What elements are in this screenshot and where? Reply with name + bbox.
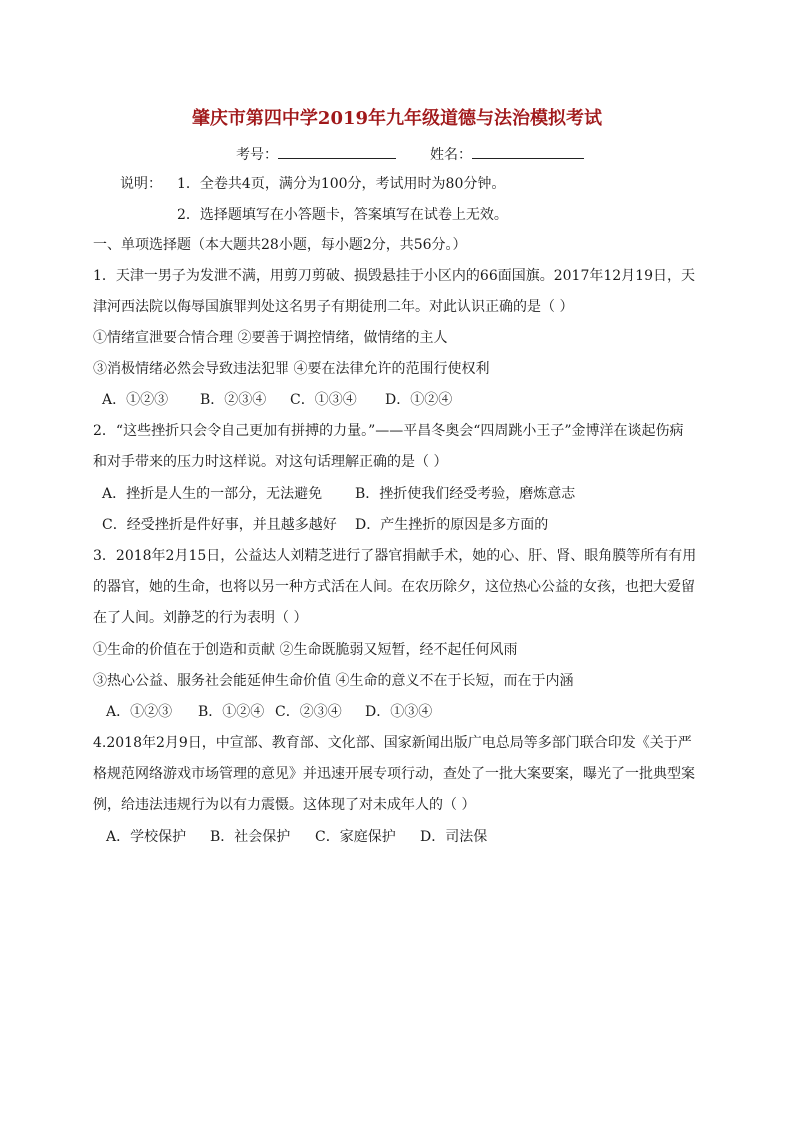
exam-number-label: 考号：	[236, 147, 278, 163]
question-4-line-3: 例，给违法违规行为以有力震慑。这体现了对未成年人的（ ）	[93, 797, 476, 813]
question-3-statement-1: ①生命的价值在于创造和贡献 ②生命既脆弱又短暂，经不起任何风雨	[93, 642, 518, 658]
student-name-label: 姓名：	[430, 147, 472, 163]
exam-number-blank[interactable]	[278, 144, 396, 159]
question-1-line-1: 1．天津一男子为发泄不满，用剪刀剪破、损毁悬挂于小区内的66面国旗。2017年12月19日，天	[93, 268, 695, 284]
question-4-line-1: 4.2018年2月9日，中宣部、教育部、文化部、国家新闻出版广电总局等多部门联合印发《关于严	[93, 735, 692, 751]
question-2-option-c[interactable]: C．经受挫折是件好事，并且越多越好	[102, 517, 337, 533]
question-3-line-2: 的器官，她的生命，也将以另一种方式活在人间。在农历除夕，这位热心公益的女孩，也把大爱留	[93, 579, 695, 595]
question-2-option-d[interactable]: D．产生挫折的原因是多方面的	[355, 517, 549, 533]
question-2-option-a[interactable]: A．挫折是人生的一部分，无法避免	[102, 486, 323, 502]
exam-title: 肇庆市第四中学2019年九年级道德与法治模拟考试	[191, 108, 603, 129]
question-1-statement-2: ③消极情绪必然会导致违法犯罪 ④要在法律允许的范围行使权利	[93, 361, 490, 377]
question-4-option-c[interactable]: C．家庭保护	[315, 829, 396, 845]
question-3-option-b[interactable]: B．①②④	[198, 704, 265, 720]
instruction-line-1: 1．全卷共4页，满分为100分，考试用时为80分钟。	[177, 176, 506, 192]
question-4-option-d[interactable]: D．司法保	[420, 829, 488, 845]
question-1-statement-1: ①情绪宣泄要合情合理 ②要善于调控情绪，做情绪的主人	[93, 330, 448, 346]
question-2-option-b[interactable]: B．挫折使我们经受考验，磨炼意志	[355, 486, 576, 502]
question-1-option-c[interactable]: C．①③④	[290, 392, 357, 408]
question-3-option-c[interactable]: C．②③④	[275, 704, 342, 720]
question-3-option-d[interactable]: D．①③④	[365, 704, 433, 720]
question-1-option-d[interactable]: D．①②④	[385, 392, 453, 408]
question-4-option-b[interactable]: B．社会保护	[210, 829, 291, 845]
question-3-statement-2: ③热心公益、服务社会能延伸生命价值 ④生命的意义不在于长短，而在于内涵	[93, 673, 574, 689]
question-1-option-a[interactable]: A．①②③	[102, 392, 169, 408]
question-4-line-2: 格规范网络游戏市场管理的意见》并迅速开展专项行动，查处了一批大案要案，曝光了一批典型案	[93, 766, 695, 782]
question-3-line-1: 3．2018年2月15日，公益达人刘精芝进行了器官捐献手术，她的心、肝、肾、眼角膜等所有有用	[93, 548, 697, 564]
section-heading: 一、单项选择题（本大题共28小题，每小题2分，共56分。）	[93, 237, 467, 253]
question-4-option-a[interactable]: A．学校保护	[106, 829, 187, 845]
student-name-field	[430, 144, 584, 165]
student-name-blank[interactable]	[472, 144, 584, 159]
question-1-line-2: 津河西法院以侮辱国旗罪判处这名男子有期徒刑二年。对此认识正确的是（ ）	[93, 299, 574, 315]
question-2-line-1: 2．“这些挫折只会令自己更加有拼搏的力量。”——平昌冬奥会“四周跳小王子”金博洋在谈起伤病	[93, 423, 684, 439]
question-3-option-a[interactable]: A．①②③	[106, 704, 173, 720]
question-2-line-2: 和对手带来的压力时这样说。对这句话理解正确的是（ ）	[93, 454, 448, 470]
exam-number-field	[236, 144, 396, 165]
instructions-label: 说明：	[120, 176, 162, 192]
instruction-line-2: 2．选择题填写在小答题卡，答案填写在试卷上无效。	[177, 207, 508, 223]
question-1-option-b[interactable]: B．②③④	[200, 392, 267, 408]
question-3-line-3: 在了人间。刘静芝的行为表明（ ）	[93, 610, 308, 626]
